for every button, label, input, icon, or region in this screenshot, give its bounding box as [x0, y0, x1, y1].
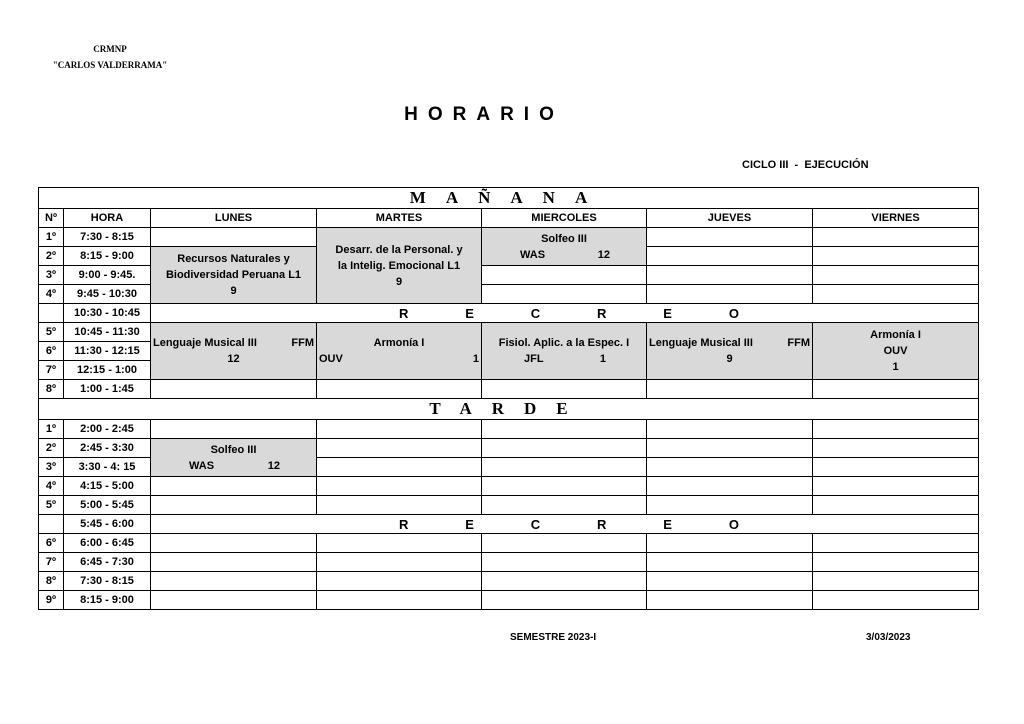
empty-cell — [813, 458, 979, 477]
empty-cell — [151, 591, 317, 610]
empty-cell — [151, 553, 317, 572]
table-row — [39, 591, 979, 610]
empty-cell — [647, 380, 813, 399]
slot-number: 4º — [39, 477, 64, 496]
class-room: 12 — [267, 459, 280, 472]
recess-label — [151, 515, 979, 534]
empty-cell — [813, 477, 979, 496]
slot-time: 9:00 - 9:45. — [64, 266, 151, 285]
empty-cell — [151, 420, 317, 439]
empty-cell — [151, 572, 317, 591]
empty-cell — [647, 591, 813, 610]
slot-number: 5º — [39, 496, 64, 515]
teacher-code: OUV — [883, 345, 908, 357]
cycle-label: CICLO III - EJECUCIÓN — [742, 159, 869, 171]
class-cell-tuesday-mid — [317, 323, 482, 380]
empty-cell — [647, 458, 813, 477]
slot-time: 9:45 - 10:30 — [64, 285, 151, 304]
page-title: HORARIO — [404, 104, 564, 125]
recess-letter: R — [597, 305, 607, 321]
slot-time: 8:15 - 9:00 — [64, 247, 151, 266]
class-name: Desarr. de la Personal. y — [335, 243, 463, 256]
empty-cell — [813, 420, 979, 439]
table-row — [39, 323, 979, 342]
empty-cell — [151, 496, 317, 515]
slot-time: 11:30 - 12:15 — [64, 342, 151, 361]
class-name: Armonía I — [373, 337, 425, 349]
empty-cell — [647, 553, 813, 572]
class-name: Recursos Naturales y — [177, 253, 290, 265]
teacher-code: WAS — [189, 459, 215, 472]
empty-cell — [151, 534, 317, 553]
empty-cell — [151, 228, 317, 247]
empty-cell — [813, 496, 979, 515]
class-room: 12 — [227, 353, 240, 365]
slot-time: 3:30 - 4: 15 — [64, 458, 151, 477]
empty-cell — [151, 477, 317, 496]
afternoon-header: TARDE — [39, 399, 979, 420]
empty-cell — [647, 534, 813, 553]
class-room: 1 — [892, 361, 899, 373]
empty-cell — [317, 477, 482, 496]
teacher-code: WAS — [520, 248, 546, 261]
recess-letter: O — [728, 305, 739, 321]
class-cell-monday-pm — [151, 439, 317, 477]
empty-cell — [317, 439, 482, 458]
empty-cell — [482, 534, 647, 553]
empty-cell — [482, 380, 647, 399]
empty-cell — [813, 591, 979, 610]
semester-label: SEMESTRE 2023-I — [510, 632, 597, 643]
class-name: Lenguaje Musical III — [649, 337, 753, 349]
empty-cell — [482, 420, 647, 439]
empty-cell — [647, 228, 813, 247]
document-date: 3/03/2023 — [866, 632, 911, 643]
empty-cell — [317, 496, 482, 515]
empty-cell — [317, 458, 482, 477]
recess-letter: R — [399, 516, 409, 532]
slot-number: 7º — [39, 553, 64, 572]
table-row — [39, 496, 979, 515]
slot-time: 7:30 - 8:15 — [64, 228, 151, 247]
recess-label — [151, 304, 979, 323]
empty-cell — [482, 285, 647, 304]
empty-cell — [317, 591, 482, 610]
empty-cell — [647, 266, 813, 285]
class-room: 9 — [395, 275, 403, 288]
schedule-table — [38, 187, 979, 610]
teacher-code: FFM — [787, 337, 810, 349]
class-name: Lenguaje Musical III — [153, 337, 257, 349]
empty-cell — [482, 496, 647, 515]
empty-cell — [813, 439, 979, 458]
slot-number: 8º — [39, 380, 64, 399]
empty-cell — [482, 458, 647, 477]
empty-cell — [317, 534, 482, 553]
empty-cell — [482, 477, 647, 496]
recess-letter: E — [663, 305, 672, 321]
recess-letter: E — [465, 516, 474, 532]
slot-time: 8:15 - 9:00 — [64, 591, 151, 610]
empty-cell — [39, 304, 64, 323]
empty-cell — [647, 439, 813, 458]
col-header-friday: VIERNES — [813, 209, 979, 228]
slot-number: 3º — [39, 458, 64, 477]
class-cell-monday-am — [151, 247, 317, 304]
recess-letter: C — [530, 305, 541, 321]
slot-number: 5º — [39, 323, 64, 342]
table-row — [39, 553, 979, 572]
class-name: Solfeo III — [541, 232, 587, 245]
class-name: Fisiol. Aplic. a la Espec. I — [498, 337, 630, 349]
recess-letter: E — [465, 305, 474, 321]
empty-cell — [647, 572, 813, 591]
empty-cell — [813, 553, 979, 572]
class-room: 1 — [599, 353, 606, 365]
table-row — [39, 420, 979, 439]
institution-name: "CARLOS VALDERRAMA" — [52, 60, 168, 70]
slot-number: 6º — [39, 534, 64, 553]
empty-cell — [813, 247, 979, 266]
class-name: Biodiversidad Peruana L1 — [165, 269, 302, 281]
col-header-time: HORA — [64, 209, 151, 228]
table-row — [39, 439, 979, 458]
class-cell-friday-mid — [813, 323, 979, 380]
recess-letter: R — [597, 516, 607, 532]
recess-letter: E — [663, 516, 672, 532]
teacher-code: FFM — [291, 337, 314, 349]
class-name: Solfeo III — [210, 443, 257, 456]
class-cell-thursday-mid — [647, 323, 813, 380]
slot-time: 10:45 - 11:30 — [64, 323, 151, 342]
class-cell-monday-mid — [151, 323, 317, 380]
recess-letter: R — [399, 305, 409, 321]
recess-time: 10:30 - 10:45 — [64, 304, 151, 323]
slot-number: 1º — [39, 420, 64, 439]
col-header-wednesday: MIERCOLES — [482, 209, 647, 228]
slot-time: 6:45 - 7:30 — [64, 553, 151, 572]
slot-time: 1:00 - 1:45 — [64, 380, 151, 399]
class-cell-tuesday-am — [317, 228, 482, 304]
slot-number: 7º — [39, 361, 64, 380]
empty-cell — [151, 380, 317, 399]
empty-cell — [317, 380, 482, 399]
slot-number: 6º — [39, 342, 64, 361]
slot-time: 2:45 - 3:30 — [64, 439, 151, 458]
slot-number: 1º — [39, 228, 64, 247]
slot-number: 9º — [39, 591, 64, 610]
table-row — [39, 477, 979, 496]
table-row — [39, 572, 979, 591]
class-room: 9 — [230, 285, 237, 297]
empty-cell — [647, 285, 813, 304]
recess-row — [39, 304, 979, 323]
empty-cell — [813, 285, 979, 304]
recess-time: 5:45 - 6:00 — [64, 515, 151, 534]
slot-number: 2º — [39, 439, 64, 458]
recess-letter: C — [530, 516, 541, 532]
empty-cell — [647, 477, 813, 496]
empty-cell — [813, 380, 979, 399]
slot-time: 6:00 - 6:45 — [64, 534, 151, 553]
empty-cell — [39, 515, 64, 534]
class-name: la Intelig. Emocional L1 — [337, 259, 461, 272]
class-cell-wednesday-am — [482, 228, 647, 266]
empty-cell — [813, 572, 979, 591]
slot-time: 5:00 - 5:45 — [64, 496, 151, 515]
empty-cell — [317, 553, 482, 572]
table-row — [39, 534, 979, 553]
empty-cell — [482, 572, 647, 591]
empty-cell — [647, 247, 813, 266]
slot-time: 12:15 - 1:00 — [64, 361, 151, 380]
slot-number: 8º — [39, 572, 64, 591]
slot-time: 4:15 - 5:00 — [64, 477, 151, 496]
empty-cell — [813, 266, 979, 285]
empty-cell — [482, 266, 647, 285]
slot-time: 2:00 - 2:45 — [64, 420, 151, 439]
class-cell-wednesday-mid — [482, 323, 647, 380]
class-room: 12 — [597, 248, 610, 261]
teacher-code: OUV — [319, 353, 343, 365]
empty-cell — [813, 228, 979, 247]
table-row — [39, 228, 979, 247]
col-header-number: Nº — [39, 209, 64, 228]
class-room: 9 — [726, 353, 733, 365]
empty-cell — [647, 420, 813, 439]
slot-number: 4º — [39, 285, 64, 304]
slot-number: 3º — [39, 266, 64, 285]
teacher-code: JFL — [524, 353, 544, 365]
empty-cell — [647, 496, 813, 515]
empty-cell — [813, 534, 979, 553]
column-header-row — [39, 209, 979, 228]
class-name: Armonía I — [870, 329, 921, 341]
col-header-thursday: JUEVES — [647, 209, 813, 228]
table-row — [39, 380, 979, 399]
slot-number: 2º — [39, 247, 64, 266]
empty-cell — [317, 420, 482, 439]
slot-time: 7:30 - 8:15 — [64, 572, 151, 591]
col-header-tuesday: MARTES — [317, 209, 482, 228]
class-room: 1 — [472, 353, 479, 365]
recess-row — [39, 515, 979, 534]
morning-header: MAÑANA — [39, 188, 979, 209]
empty-cell — [482, 553, 647, 572]
recess-letter: O — [728, 516, 739, 532]
empty-cell — [317, 572, 482, 591]
col-header-monday: LUNES — [151, 209, 317, 228]
empty-cell — [482, 439, 647, 458]
empty-cell — [482, 591, 647, 610]
institution-acronym: CRMNP — [93, 44, 127, 54]
